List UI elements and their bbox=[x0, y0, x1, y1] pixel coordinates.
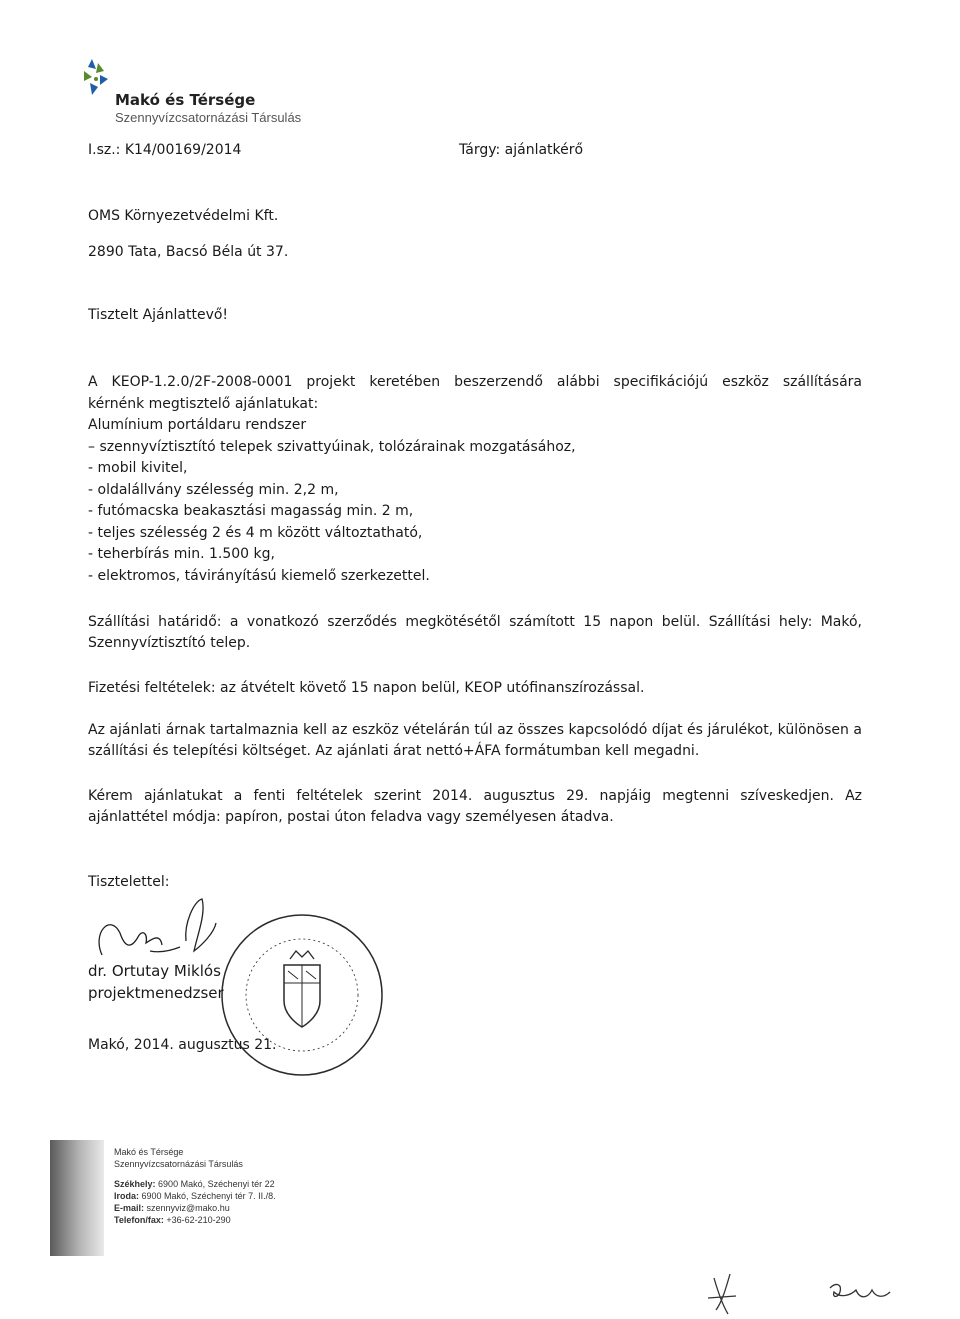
closing: Tisztelettel: bbox=[88, 874, 170, 890]
delivery-paragraph: Szállítási határidő: a vonatkozó szerződés megkötésétől számított 15 napon belül. Szállítási hely: Makó, Szennyvíztisztító telep. bbox=[88, 614, 862, 651]
handwritten-initials-icon bbox=[700, 1268, 900, 1318]
deadline-paragraph: Kérem ajánlatukat a fenti feltételek szerint 2014. augusztus 29. napjáig megtenni szíveskedjen. Az ajánlattétel módja: papíron, postai úton feladva vagy személyesen átadva. bbox=[88, 788, 862, 825]
intro-line: kérnénk megtisztelő ajánlatukat: bbox=[88, 395, 319, 412]
footer-email-value: szennyviz@mako.hu bbox=[146, 1203, 230, 1213]
footer-gradient-bar bbox=[50, 1140, 104, 1256]
spec-item: - elektromos, távirányítású kiemelő szerkezettel. bbox=[88, 567, 430, 584]
recipient-company: OMS Környezetvédelmi Kft. bbox=[88, 208, 279, 224]
org-subtitle: Szennyvízcsatornázási Társulás bbox=[115, 110, 302, 125]
recipient-address: 2890 Tata, Bacsó Béla út 37. bbox=[88, 244, 289, 260]
intro-line: A KEOP-1.2.0/2F-2008-0001 projekt keretében beszerzendő alábbi specifikációjú eszköz szállítására bbox=[88, 374, 862, 390]
spec-item: - mobil kivitel, bbox=[88, 460, 188, 476]
specification-block bbox=[88, 372, 862, 587]
subject-line: Tárgy: ajánlatkérő bbox=[459, 142, 584, 158]
spec-item: - teherbírás min. 1.500 kg, bbox=[88, 546, 275, 562]
footer-org-name: Makó és Térsége bbox=[114, 1147, 184, 1157]
footer-phone-value: +36-62-210-290 bbox=[166, 1215, 231, 1225]
footer-email-label: E-mail: bbox=[114, 1203, 145, 1213]
footer-office-label: Iroda: bbox=[114, 1191, 140, 1201]
footer-seat-value: 6900 Makó, Széchenyi tér 22 bbox=[158, 1179, 275, 1189]
organization-logo-icon bbox=[78, 55, 114, 103]
spec-title: Alumínium portáldaru rendszer bbox=[88, 417, 307, 433]
payment-paragraph: Fizetési feltételek: az átvételt követő 15 napon belül, KEOP utófinanszírozással. bbox=[88, 680, 645, 696]
greeting: Tisztelt Ajánlattevő! bbox=[88, 307, 229, 323]
footer-contact bbox=[114, 1146, 276, 1226]
spec-item: – szennyvíztisztító telepek szivattyúinak, tolózárainak mozgatásához, bbox=[88, 438, 576, 455]
signatory-title: projektmenedzser bbox=[88, 984, 224, 1002]
spec-item: - teljes szélesség 2 és 4 m között változtatható, bbox=[88, 524, 423, 541]
official-stamp-icon bbox=[212, 905, 392, 1085]
spec-item: - oldalállvány szélesség min. 2,2 m, bbox=[88, 481, 339, 498]
signatory-name: dr. Ortutay Miklós bbox=[88, 962, 221, 980]
footer-office-value: 6900 Makó, Széchenyi tér 7. II./8. bbox=[141, 1191, 276, 1201]
footer-seat-label: Székhely: bbox=[114, 1179, 156, 1189]
footer-phone-label: Telefon/fax: bbox=[114, 1215, 164, 1225]
org-name: Makó és Térsége bbox=[115, 91, 256, 109]
reference-number: I.sz.: K14/00169/2014 bbox=[88, 142, 242, 158]
spec-item: - futómacska beakasztási magasság min. 2 m, bbox=[88, 503, 414, 519]
price-paragraph: Az ajánlati árnak tartalmaznia kell az eszköz vételárán túl az összes kapcsolódó díjat és járulékot, különösen a szállítási és telepítési költséget. Az ajánlati árat nettó+ÁFA formátumban kell megadni. bbox=[88, 722, 862, 759]
signatory-block bbox=[88, 960, 224, 1004]
date-line: Makó, 2014. augusztus 21. bbox=[88, 1037, 277, 1053]
footer-org-subtitle: Szennyvízcsatornázási Társulás bbox=[114, 1159, 243, 1169]
